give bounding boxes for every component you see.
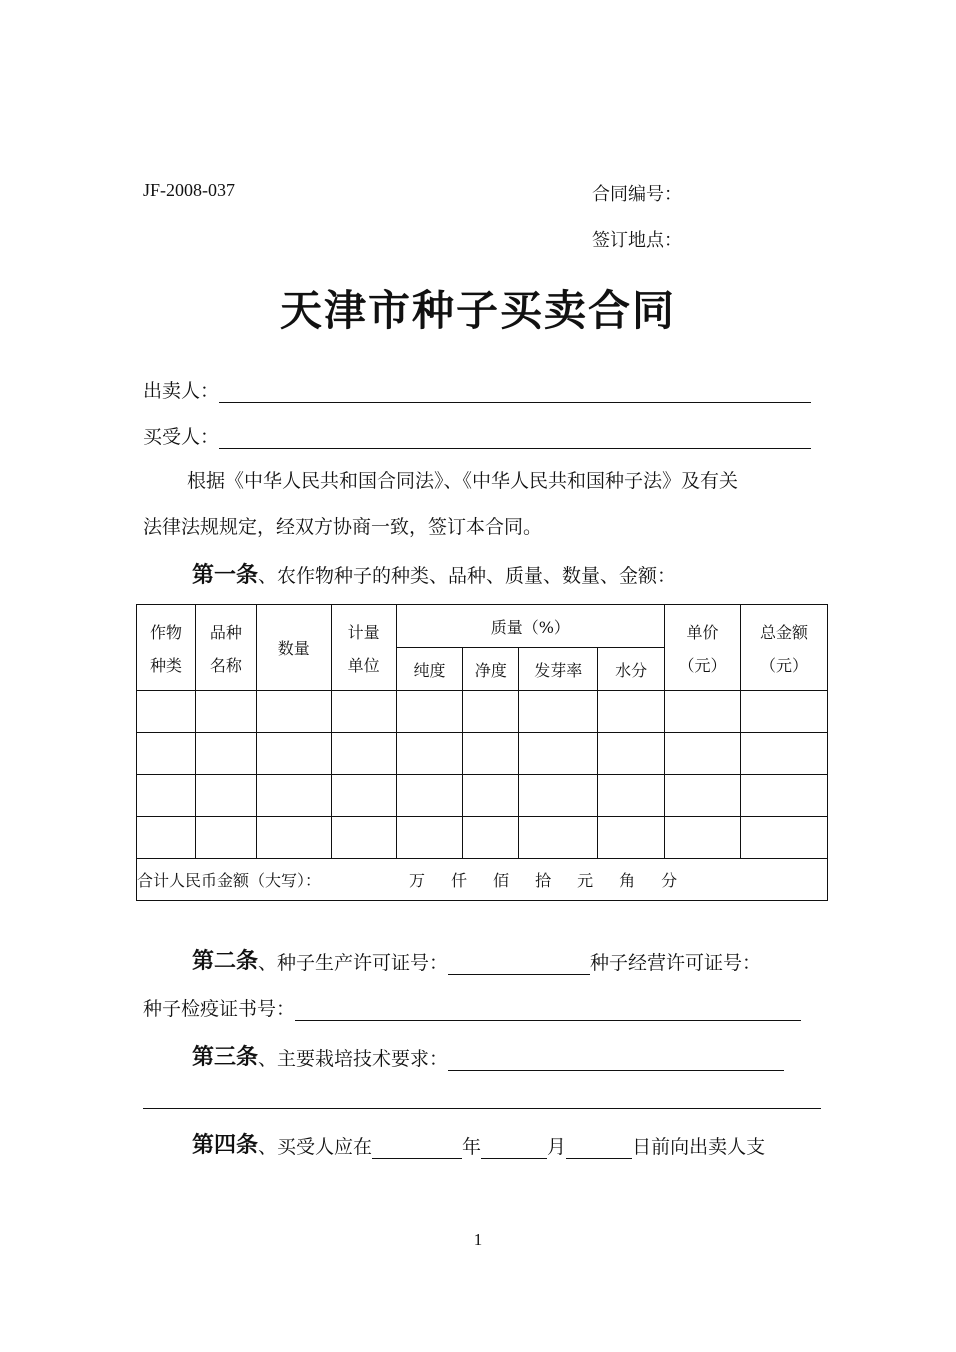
cell[interactable]	[598, 691, 665, 733]
buyer-blank[interactable]	[219, 426, 811, 449]
article-1	[192, 558, 676, 589]
buyer-label: 买受人：	[143, 426, 220, 448]
unit-fen: 分	[661, 871, 678, 890]
cell[interactable]	[665, 817, 741, 859]
signing-place-label: 签订地点：	[592, 230, 682, 251]
cell[interactable]	[331, 817, 396, 859]
cell[interactable]	[741, 817, 828, 859]
cell[interactable]	[195, 775, 256, 817]
seller-field	[143, 376, 811, 403]
header-cleanliness: 净度	[463, 648, 519, 691]
seller-blank[interactable]	[219, 380, 811, 403]
article-2-label: 第二条	[192, 948, 259, 974]
intro-line-1: 根据《中华人民共和国合同法》、《中华人民共和国种子法》及有关	[187, 470, 739, 492]
cell[interactable]	[665, 733, 741, 775]
header-unit: 计量 单位	[331, 605, 396, 691]
cell[interactable]	[463, 775, 519, 817]
cell[interactable]	[741, 775, 828, 817]
cell[interactable]	[665, 775, 741, 817]
header-total-amount: 总金额 （元）	[741, 605, 828, 691]
total-row	[137, 859, 828, 901]
unit-shi: 拾	[535, 871, 552, 890]
unit-bai: 佰	[493, 871, 510, 890]
unit-wan: 万	[409, 871, 426, 890]
document-code: JF-2008-037	[143, 180, 236, 200]
cell[interactable]	[741, 691, 828, 733]
cell[interactable]	[137, 733, 196, 775]
cell[interactable]	[137, 691, 196, 733]
cultivation-blank[interactable]	[448, 1048, 784, 1071]
seller-label: 出卖人：	[143, 380, 220, 402]
cell[interactable]	[519, 691, 598, 733]
seed-spec-table	[136, 604, 828, 901]
cell[interactable]	[396, 691, 463, 733]
production-license-blank[interactable]	[448, 952, 590, 975]
table-row	[137, 817, 828, 859]
cell[interactable]	[137, 775, 196, 817]
cell[interactable]	[195, 691, 256, 733]
cell[interactable]	[741, 733, 828, 775]
header-germination: 发芽率	[519, 648, 598, 691]
table-row	[137, 733, 828, 775]
table-row	[137, 775, 828, 817]
cell[interactable]	[331, 775, 396, 817]
contract-number-label: 合同编号：	[592, 184, 682, 205]
cell[interactable]	[195, 817, 256, 859]
article-4-text-1: 、买受人应在	[258, 1136, 373, 1158]
article-2-text-1: 、种子生产许可证号：	[258, 952, 449, 974]
day-blank[interactable]	[566, 1136, 632, 1159]
header-unit-price: 单价 （元）	[665, 605, 741, 691]
header-purity: 纯度	[396, 648, 463, 691]
cell[interactable]	[519, 733, 598, 775]
article-1-label: 第一条	[192, 562, 259, 588]
cell[interactable]	[463, 733, 519, 775]
cell[interactable]	[195, 733, 256, 775]
cell[interactable]	[598, 733, 665, 775]
cell[interactable]	[256, 691, 331, 733]
cell[interactable]	[396, 775, 463, 817]
page-title: 天津市种子买卖合同	[279, 286, 676, 335]
header-moisture: 水分	[598, 648, 665, 691]
cell[interactable]	[331, 691, 396, 733]
article-1-text: 、农作物种子的种类、品种、质量、数量、金额：	[258, 565, 677, 587]
cell[interactable]	[331, 733, 396, 775]
header-quantity: 数量	[256, 605, 331, 691]
header-quality: 质量（%）	[396, 605, 665, 648]
unit-yuan: 元	[577, 871, 594, 890]
page-number: 1	[473, 1230, 483, 1249]
month-label: 月	[547, 1136, 567, 1158]
header-variety-name: 品种 名称	[195, 605, 256, 691]
article-3-label: 第三条	[192, 1044, 259, 1070]
cell[interactable]	[519, 817, 598, 859]
cell[interactable]	[256, 733, 331, 775]
cell[interactable]	[396, 733, 463, 775]
year-label: 年	[462, 1136, 482, 1158]
cell[interactable]	[137, 817, 196, 859]
article-2	[192, 944, 761, 975]
cell[interactable]	[256, 817, 331, 859]
buyer-field	[143, 422, 811, 449]
article-4-label: 第四条	[192, 1132, 259, 1158]
cell[interactable]	[598, 817, 665, 859]
cell[interactable]	[598, 775, 665, 817]
unit-qian: 仟	[451, 871, 468, 890]
cell[interactable]	[463, 691, 519, 733]
unit-jiao: 角	[619, 871, 636, 890]
article-2-text-2: 种子经营许可证号：	[590, 952, 762, 974]
year-blank[interactable]	[372, 1136, 462, 1159]
intro-line-2: 法律法规规定，经双方协商一致，签订本合同。	[143, 516, 543, 538]
table-row	[137, 691, 828, 733]
cell[interactable]	[463, 817, 519, 859]
article-3-text: 、主要栽培技术要求：	[258, 1048, 449, 1070]
article-4-text-2: 日前向出卖人支	[632, 1136, 766, 1158]
month-blank[interactable]	[481, 1136, 547, 1159]
quarantine-label: 种子检疫证书号：	[143, 998, 296, 1020]
quarantine-blank[interactable]	[295, 998, 801, 1021]
cell[interactable]	[665, 691, 741, 733]
article-4	[192, 1128, 765, 1159]
quarantine-field	[143, 994, 801, 1021]
cell[interactable]	[396, 817, 463, 859]
article-3	[192, 1040, 784, 1071]
total-label: 合计人民币金额（大写）：	[137, 871, 322, 890]
total-cell[interactable]	[137, 859, 828, 901]
cell[interactable]	[519, 775, 598, 817]
cultivation-blank-line-2[interactable]	[143, 1107, 821, 1109]
header-crop-type: 作物 种类	[137, 605, 196, 691]
cell[interactable]	[256, 775, 331, 817]
